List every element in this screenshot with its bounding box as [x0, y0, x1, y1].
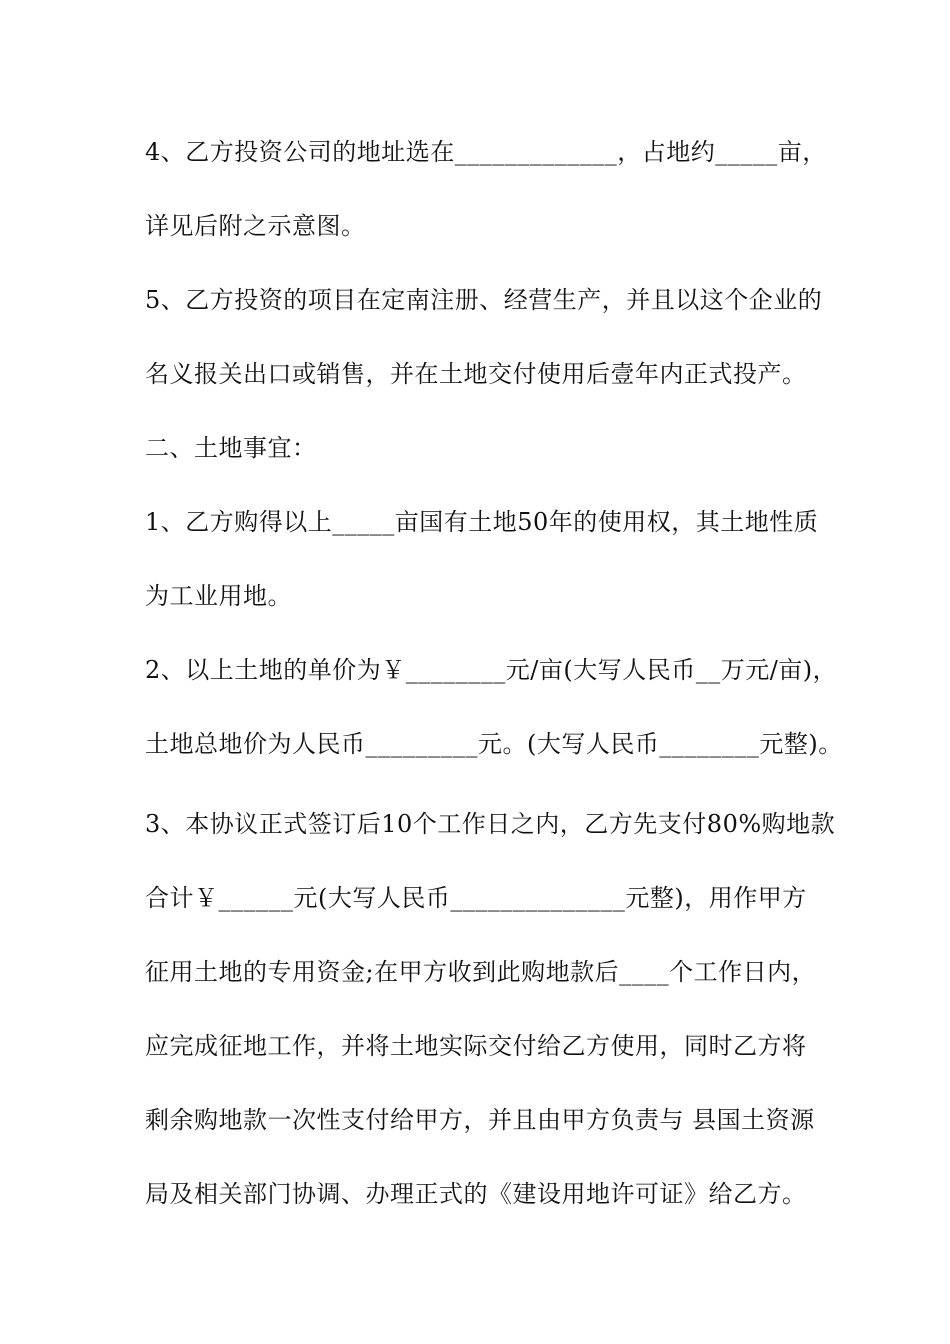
text-line: 应完成征地工作，并将土地实际交付给乙方使用，同时乙方将: [145, 1032, 807, 1060]
text-line: 4、乙方投资公司的地址选在_____________，占地约_____亩，: [145, 138, 827, 166]
text-line: 征用土地的专用资金;在甲方收到此购地款后____个工作日内，: [145, 958, 817, 986]
text-line: 合计￥______元(大写人民币______________元整)，用作甲方: [145, 884, 807, 912]
text-line: 土地总地价为人民币_________元。(大写人民币________元整)。: [145, 730, 843, 758]
text-line: 详见后附之示意图。: [145, 212, 366, 240]
text-line: 2、以上土地的单价为￥________元/亩(大写人民币__万元/亩)，: [145, 656, 838, 684]
text-line: 为工业用地。: [145, 582, 292, 610]
text-line: 局及相关部门协调、办理正式的《建设用地许可证》给乙方。: [145, 1180, 807, 1208]
text-line: 名义报关出口或销售，并在土地交付使用后壹年内正式投产。: [145, 360, 807, 388]
text-line: 剩余购地款一次性支付给甲方，并且由甲方负责与 县国土资源: [145, 1106, 815, 1134]
section-heading: 二、土地事宜：: [145, 434, 317, 462]
text-line: 5、乙方投资的项目在定南注册、经营生产，并且以这个企业的: [145, 286, 823, 314]
text-line: 3、本协议正式签订后10个工作日之内，乙方先支付80%购地款: [145, 810, 836, 838]
text-line: 1、乙方购得以上_____亩国有土地50年的使用权，其土地性质: [145, 508, 819, 536]
